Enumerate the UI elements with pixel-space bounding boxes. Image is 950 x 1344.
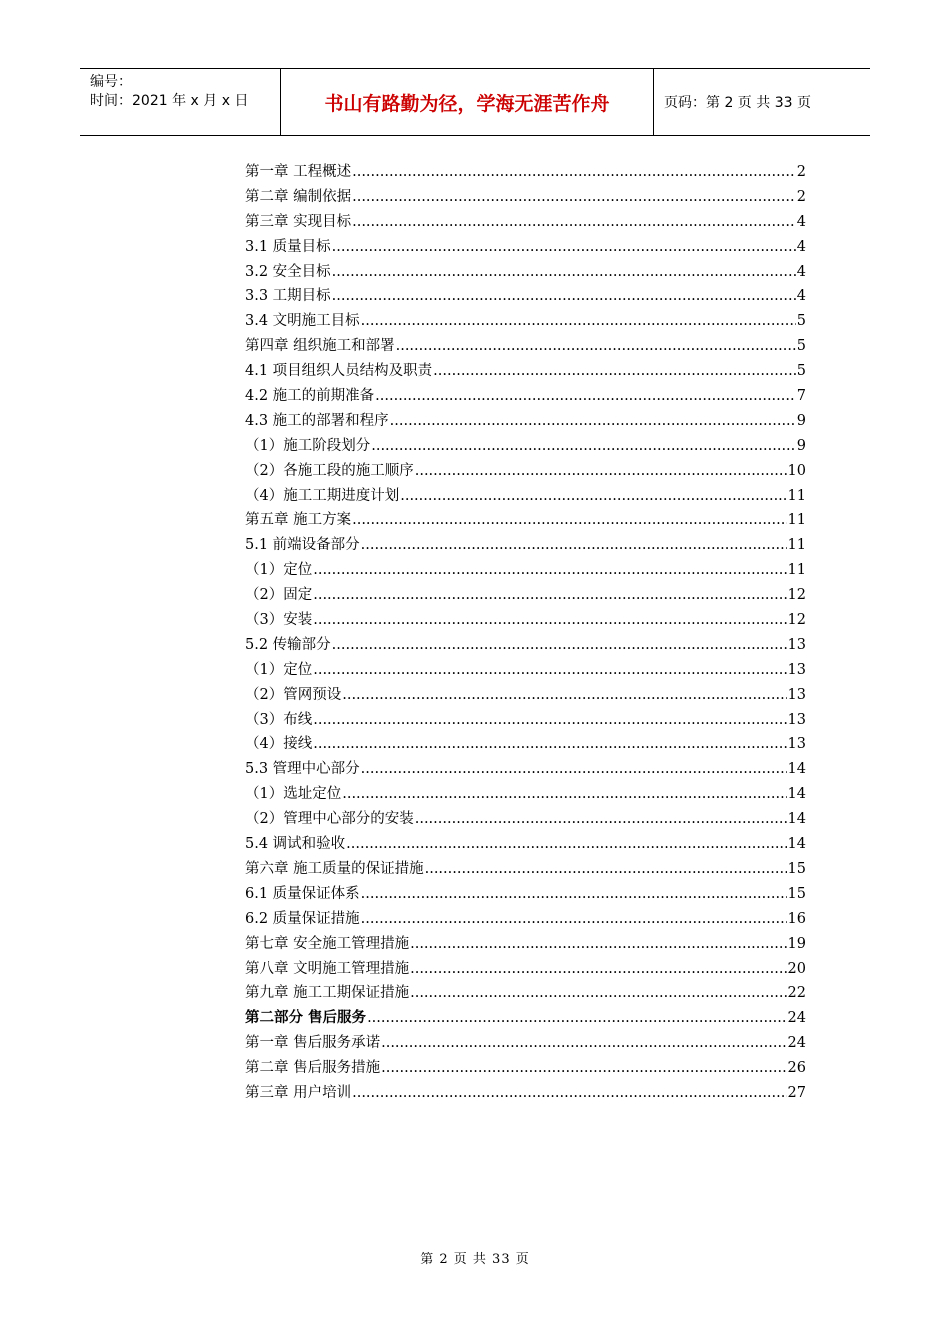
toc-entry-title: 第二部分 售后服务 [245, 1009, 367, 1027]
toc-entry-page: 2 [796, 188, 806, 205]
toc-entry[interactable] [245, 782, 806, 807]
toc-entry-title: 5.1 前端设备部分 [245, 537, 360, 554]
toc-dot-leader [361, 882, 787, 907]
toc-dot-leader [313, 558, 786, 583]
toc-entry-title: 4.3 施工的部署和程序 [245, 412, 389, 429]
toc-entry[interactable] [245, 508, 806, 533]
toc-entry-title: 第八章 文明施工管理措施 [245, 960, 410, 977]
toc-dot-leader [410, 932, 786, 957]
toc-entry-title: 5.3 管理中心部分 [245, 761, 360, 778]
toc-entry-page: 9 [796, 412, 806, 429]
document-time-label: 时间：2021 年 x 月 x 日 [90, 93, 249, 109]
toc-entry-title: 第二章 售后服务措施 [245, 1060, 381, 1077]
toc-entry[interactable] [245, 533, 806, 558]
toc-entry-page: 19 [787, 935, 806, 952]
toc-dot-leader [313, 583, 786, 608]
toc-entry-title: 4.2 施工的前期准备 [245, 388, 375, 405]
toc-entry-page: 4 [796, 288, 806, 305]
toc-dot-leader [313, 708, 786, 733]
toc-entry[interactable] [245, 832, 806, 857]
toc-entry-title: 5.2 传输部分 [245, 636, 331, 653]
toc-entry[interactable] [245, 459, 806, 484]
toc-entry-title: 3.3 工期目标 [245, 288, 331, 305]
toc-entry-title: （4）施工工期进度计划 [245, 487, 400, 504]
toc-entry[interactable] [245, 658, 806, 683]
toc-entry-title: 第一章 工程概述 [245, 164, 352, 180]
toc-entry[interactable] [245, 932, 806, 957]
toc-entry[interactable] [245, 708, 806, 733]
toc-dot-leader [332, 633, 787, 658]
document-number-label: 编号： [90, 74, 132, 90]
toc-entry-title: （2）管理中心部分的安装 [245, 811, 414, 828]
toc-entry-title: （2）固定 [245, 587, 313, 604]
toc-entry-title: （1）定位 [245, 661, 313, 678]
toc-entry[interactable] [245, 558, 806, 583]
toc-entry-title: 5.4 调试和验收 [245, 836, 346, 853]
toc-dot-leader [346, 832, 786, 857]
toc-entry-page: 14 [787, 761, 806, 778]
toc-dot-leader [367, 1006, 786, 1031]
toc-entry-title: 4.1 项目组织人员结构及职责 [245, 363, 433, 380]
toc-entry-page: 4 [796, 263, 806, 280]
toc-entry-title: 第三章 用户培训 [245, 1084, 352, 1101]
toc-entry-page: 9 [796, 437, 806, 454]
toc-entry[interactable] [245, 957, 806, 982]
toc-entry-page: 5 [796, 313, 806, 330]
toc-dot-leader [425, 857, 787, 882]
toc-entry[interactable] [245, 882, 806, 907]
toc-entry-page: 4 [796, 238, 806, 255]
toc-entry-title: 第一章 售后服务承诺 [245, 1035, 381, 1052]
toc-entry-page: 22 [787, 985, 806, 1002]
toc-entry-page: 11 [787, 512, 806, 529]
toc-dot-leader [361, 757, 787, 782]
toc-dot-leader [361, 309, 796, 334]
toc-entry-page: 11 [787, 562, 806, 579]
toc-entry[interactable] [245, 409, 806, 434]
toc-entry-page: 20 [787, 960, 806, 977]
toc-entry[interactable] [245, 857, 806, 882]
toc-dot-leader [371, 434, 796, 459]
toc-entry[interactable] [245, 907, 806, 932]
toc-entry-title: 第四章 组织施工和部署 [245, 338, 395, 355]
toc-entry[interactable] [245, 633, 806, 658]
toc-entry[interactable] [245, 1056, 806, 1081]
toc-entry-page: 11 [787, 537, 806, 554]
toc-entry-title: 6.2 质量保证措施 [245, 910, 360, 927]
page-footer: 第 2 页 共 33 页 [420, 1252, 530, 1267]
toc-entry-page: 12 [787, 587, 806, 604]
toc-entry-page: 13 [787, 636, 806, 653]
toc-dot-leader [313, 608, 786, 633]
header-motto: 书山有路勤为径，学海无涯苦作舟 [281, 69, 654, 135]
toc-entry-title: 第五章 施工方案 [245, 512, 352, 529]
toc-entry[interactable] [245, 309, 806, 334]
toc-entry-page: 4 [796, 213, 806, 230]
table-of-contents [245, 160, 806, 1106]
toc-entry-page: 11 [787, 487, 806, 504]
toc-dot-leader [381, 1031, 786, 1056]
toc-dot-leader [332, 260, 796, 285]
toc-entry[interactable] [245, 583, 806, 608]
toc-entry-title: （3）布线 [245, 711, 313, 728]
toc-entry-title: （2）各施工段的施工顺序 [245, 462, 414, 479]
toc-entry-page: 16 [787, 910, 806, 927]
toc-entry-page: 10 [787, 462, 806, 479]
toc-entry-page: 27 [787, 1084, 806, 1101]
toc-entry[interactable] [245, 981, 806, 1006]
toc-entry[interactable] [245, 1031, 806, 1056]
toc-entry-page: 5 [796, 338, 806, 355]
toc-entry-title: 3.1 质量目标 [245, 238, 331, 255]
toc-entry-page: 24 [787, 1035, 806, 1052]
toc-dot-leader [342, 782, 786, 807]
toc-entry[interactable] [245, 484, 806, 509]
toc-entry-page: 14 [787, 786, 806, 803]
toc-entry-page: 12 [787, 612, 806, 629]
toc-dot-leader [415, 807, 787, 832]
toc-dot-leader [361, 533, 787, 558]
toc-entry[interactable] [245, 434, 806, 459]
toc-entry-title: 3.2 安全目标 [245, 263, 331, 280]
toc-entry[interactable] [245, 1081, 806, 1106]
toc-entry[interactable] [245, 185, 806, 210]
toc-entry-page: 15 [787, 885, 806, 902]
toc-entry-title: （3）安装 [245, 612, 313, 629]
toc-entry-title: （2）管网预设 [245, 686, 342, 703]
toc-dot-leader [375, 384, 796, 409]
toc-entry[interactable] [245, 384, 806, 409]
toc-entry-page: 15 [787, 860, 806, 877]
toc-dot-leader [352, 508, 786, 533]
toc-dot-leader [381, 1056, 786, 1081]
toc-entry[interactable] [245, 334, 806, 359]
toc-entry-page: 13 [787, 686, 806, 703]
toc-entry[interactable] [245, 359, 806, 384]
toc-entry-title: 第七章 安全施工管理措施 [245, 935, 410, 952]
toc-entry[interactable] [245, 732, 806, 757]
toc-dot-leader [396, 334, 796, 359]
toc-entry[interactable] [245, 683, 806, 708]
toc-entry-page: 26 [787, 1060, 806, 1077]
toc-dot-leader [400, 484, 786, 509]
header-meta-cell [80, 69, 281, 135]
toc-entry[interactable] [245, 235, 806, 260]
toc-entry-page: 7 [796, 388, 806, 405]
toc-entry-title: （1）选址定位 [245, 786, 342, 803]
toc-entry-title: 3.4 文明施工目标 [245, 313, 360, 330]
toc-entry-page: 24 [787, 1010, 806, 1027]
toc-entry[interactable] [245, 757, 806, 782]
toc-dot-leader [390, 409, 796, 434]
toc-dot-leader [415, 459, 787, 484]
toc-dot-leader [313, 658, 786, 683]
toc-entry-title: 第六章 施工质量的保证措施 [245, 860, 424, 877]
toc-entry-title: （4）接线 [245, 736, 313, 753]
page-header [80, 68, 870, 136]
toc-entry-page: 14 [787, 811, 806, 828]
toc-dot-leader [313, 732, 786, 757]
toc-entry[interactable] [245, 608, 806, 633]
toc-entry[interactable] [245, 1006, 806, 1031]
toc-dot-leader [352, 210, 796, 235]
toc-dot-leader [342, 683, 786, 708]
toc-dot-leader [361, 907, 787, 932]
toc-entry-title: 6.1 质量保证体系 [245, 885, 360, 902]
toc-dot-leader [352, 185, 796, 210]
toc-entry[interactable] [245, 260, 806, 285]
toc-entry-title: 第九章 施工工期保证措施 [245, 985, 410, 1002]
toc-entry[interactable] [245, 807, 806, 832]
toc-dot-leader [352, 160, 796, 185]
toc-dot-leader [410, 957, 786, 982]
toc-entry-page: 13 [787, 736, 806, 753]
toc-dot-leader [332, 235, 796, 260]
toc-entry-page: 14 [787, 836, 806, 853]
toc-entry-title: （1）定位 [245, 562, 313, 579]
toc-dot-leader [433, 359, 796, 384]
toc-entry-page: 2 [796, 164, 806, 180]
toc-entry[interactable] [245, 284, 806, 309]
toc-entry[interactable] [245, 210, 806, 235]
toc-dot-leader [410, 981, 786, 1006]
toc-entry-title: （1）施工阶段划分 [245, 437, 371, 454]
header-page-info: 页码：第 2 页 共 33 页 [664, 95, 811, 111]
toc-entry-page: 13 [787, 711, 806, 728]
toc-entry-page: 5 [796, 363, 806, 380]
toc-entry[interactable] [245, 160, 806, 185]
toc-entry-title: 第二章 编制依据 [245, 188, 352, 205]
toc-dot-leader [352, 1081, 786, 1106]
toc-entry-title: 第三章 实现目标 [245, 213, 352, 230]
toc-entry-page: 13 [787, 661, 806, 678]
toc-dot-leader [332, 284, 796, 309]
